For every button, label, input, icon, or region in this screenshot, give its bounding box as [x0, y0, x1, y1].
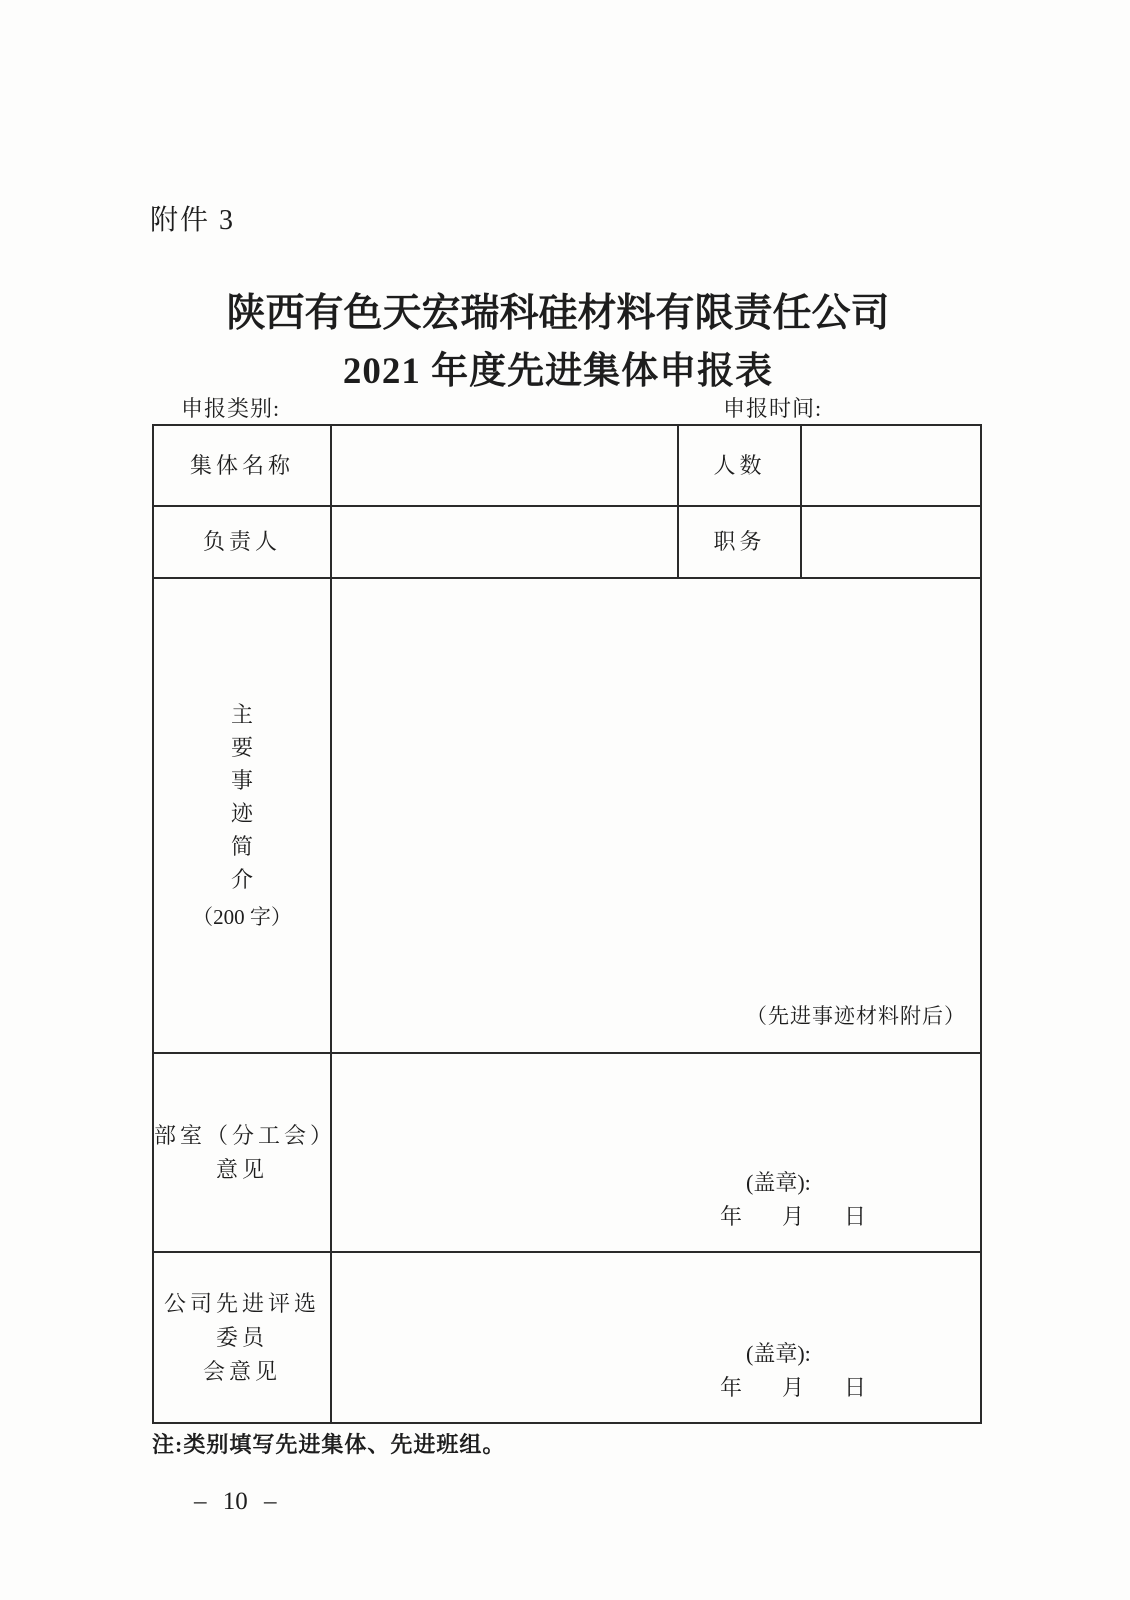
- attachment-label: 附件 3: [150, 205, 236, 236]
- document-title-line2: 2021 年度先进集体申报表: [342, 351, 774, 392]
- table-row: [153, 1252, 981, 1423]
- deeds-label-chars: [154, 698, 330, 896]
- deeds-label-char: 要: [230, 734, 253, 760]
- company-committee-opinion-label-line2: 会意见: [202, 1358, 281, 1384]
- company-seal-label: (盖章):: [746, 1341, 811, 1366]
- dept-seal-block: [720, 1167, 866, 1235]
- time-label: 申报时间:: [723, 396, 823, 421]
- deeds-label-char: 主: [230, 701, 253, 727]
- deeds-label-char: 介: [230, 866, 253, 892]
- table-row: [153, 506, 981, 578]
- dept-date-line: [720, 1199, 866, 1235]
- dept-seal-label: (盖章):: [746, 1170, 811, 1195]
- page-number: – 10 –: [194, 1488, 277, 1515]
- deeds-label-char: 简: [230, 833, 253, 859]
- headcount-label: 人数: [678, 425, 801, 506]
- year-label: 年: [720, 1375, 743, 1400]
- company-committee-opinion-label: [153, 1252, 331, 1423]
- category-label: 申报类别:: [181, 396, 281, 421]
- position-label: 职务: [678, 506, 801, 578]
- document-title-line1: 陕西有色天宏瑞科硅材料有限责任公司: [226, 292, 890, 335]
- deeds-label-word-limit: （200 字）: [192, 904, 292, 929]
- deeds-label: [153, 578, 331, 1053]
- person-in-charge-field[interactable]: [331, 506, 678, 578]
- month-label: 月: [782, 1204, 805, 1229]
- company-committee-opinion-field[interactable]: [331, 1252, 981, 1423]
- footnote-instruction: 注:类别填写先进集体、先进班组。: [152, 1432, 506, 1457]
- dept-opinion-label-line1: 部室（分工会）: [154, 1122, 337, 1148]
- deeds-label-char: 迹: [230, 800, 253, 826]
- collective-name-field[interactable]: [331, 425, 678, 506]
- headcount-field[interactable]: [801, 425, 981, 506]
- position-field[interactable]: [801, 506, 981, 578]
- table-row: [153, 425, 981, 506]
- dept-opinion-label-line2: 意见: [215, 1156, 268, 1182]
- company-seal-block: [720, 1338, 866, 1406]
- deeds-field[interactable]: [331, 578, 981, 1053]
- month-label: 月: [782, 1375, 805, 1400]
- year-label: 年: [720, 1204, 743, 1229]
- deeds-footnote: （先进事迹材料附后）: [746, 1004, 966, 1028]
- table-row: [153, 1053, 981, 1252]
- dept-opinion-label: [153, 1053, 337, 1252]
- day-label: 日: [844, 1204, 867, 1229]
- application-form-table: [152, 424, 982, 1424]
- day-label: 日: [844, 1375, 867, 1400]
- company-date-line: [720, 1370, 866, 1406]
- table-row: [153, 578, 981, 1053]
- collective-name-label: 集体名称: [153, 425, 331, 506]
- deeds-label-char: 事: [230, 767, 253, 793]
- company-committee-opinion-label-line1: 公司先进评选委员: [163, 1290, 320, 1350]
- dept-opinion-field[interactable]: [331, 1053, 981, 1252]
- person-in-charge-label: 负责人: [153, 506, 331, 578]
